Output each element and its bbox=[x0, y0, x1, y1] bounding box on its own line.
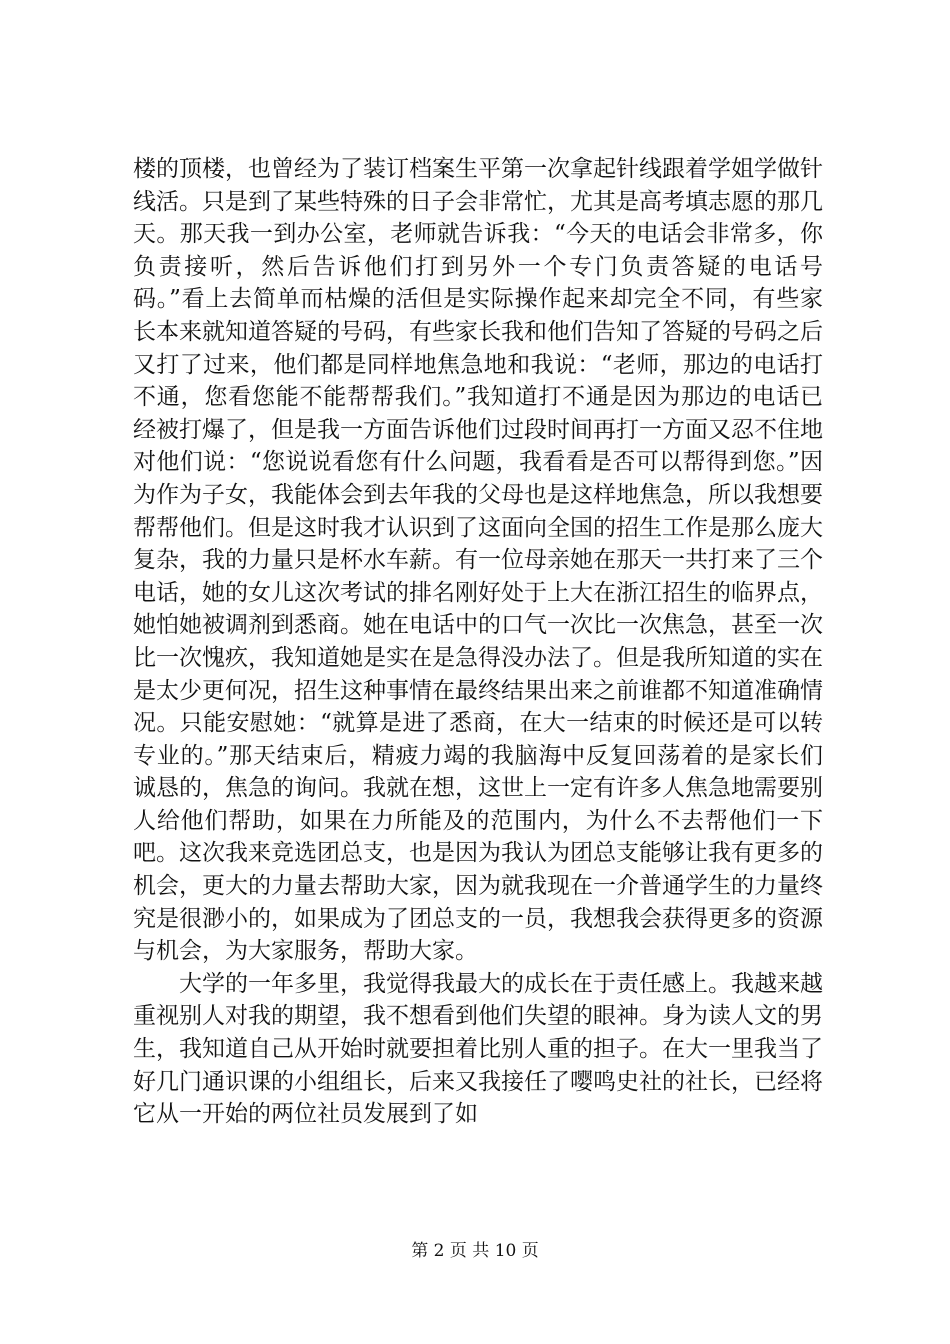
paragraph-1: 楼的顶楼，也曾经为了装订档案生平第一次拿起针线跟着学姐学做针线活。只是到了某些特殊的日子会非常忙，尤其是高考填志愿的那几天。那天我一到办公室，老师就告诉我：“今天的电话会非常多，你负责接听，然后告诉他们打到另外一个专门负责答疑的电话号码。”看上去简单而枯燥的活但是实际操作起来却完全不同，有些家长本来就知道答疑的号码，有些家长我和他们告知了答疑的号码之后又打了过来，他们都是同样地焦急地和我说：“老师，那边的电话打不通，您看您能不能帮帮我们。”我知道打不通是因为那边的电话已经被打爆了，但是我一方面告诉他们过段时间再打一方面又忍不住地对他们说：“您说说看您有什么问题，我看看是否可以帮得到您。”因为作为子女，我能体会到去年我的父母也是这样地焦急，所以我想要帮帮他们。但是这时我才认识到了这面向全国的招生工作是那么庞大复杂，我的力量只是杯水车薪。有一位母亲她在那天一共打来了三个电话，她的女儿这次考试的排名刚好处于上大在浙江招生的临界点，她怕她被调剂到悉商。她在电话中的口气一次比一次焦急，甚至一次比一次愧疚，我知道她是实在是急得没办法了。但是我所知道的实在是太少更何况，招生这种事情在最终结果出来之前谁都不知道准确情况。只能安慰她：“就算是进了悉商，在大一结束的时候还是可以转专业的。”那天结束后，精疲力竭的我脑海中反复回荡着的是家长们诚恳的，焦急的询问。我就在想，这世上一定有许多人焦急地需要别人给他们帮助，如果在力所能及的范围内，为什么不去帮他们一下吧。这次我来竞选团总支，也是因为我认为团总支能够让我有更多的机会，更大的力量去帮助大家，因为就我现在一介普通学生的力量终究是很渺小的，如果成为了团总支的一员，我想我会获得更多的资源与机会，为大家服务，帮助大家。 bbox=[133, 156, 823, 965]
page-number-footer: 第 2 页 共 10 页 bbox=[411, 1241, 539, 1261]
paragraph-2: 大学的一年多里，我觉得我最大的成长在于责任感上。我越来越重视别人对我的期望，我不想看到他们失望的眼神。身为读人文的男生，我知道自己从开始时就要担着比别人重的担子。在大一里我当了好几门通识课的小组组长，后来又我接任了嘤鸣史社的社长，已经将它从一开始的两位社员发展到了如 bbox=[133, 970, 823, 1128]
document-body bbox=[133, 153, 823, 1131]
